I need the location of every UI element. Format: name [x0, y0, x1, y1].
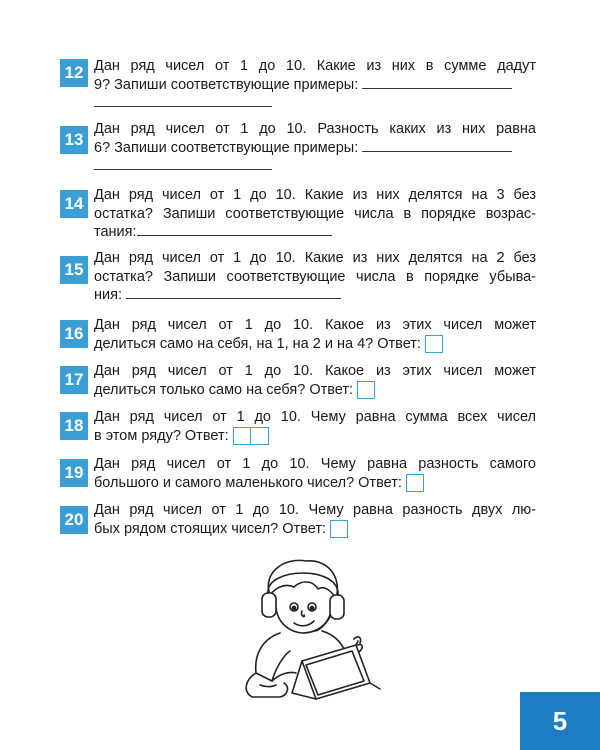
task-line: Дан ряд чисел от 1 до 10. Какое из этих чисел может: [94, 317, 536, 333]
task-line: ния:: [94, 287, 122, 303]
boy-with-laptop-illustration: [232, 555, 392, 705]
task-number-badge: 13: [60, 126, 88, 154]
task-line: бых рядом стоящих чисел? Ответ:: [94, 520, 326, 537]
task-text: [94, 120, 536, 176]
answer-box[interactable]: [330, 520, 348, 538]
task-text: [94, 249, 536, 305]
answer-line[interactable]: [126, 287, 341, 299]
answer-line[interactable]: [94, 158, 272, 170]
task-text: [94, 316, 536, 353]
answer-line[interactable]: [362, 140, 512, 152]
task-line: делиться само на себя, на 1, на 2 и на 4? Ответ:: [94, 335, 421, 352]
task-number-badge: 16: [60, 320, 88, 348]
answer-box[interactable]: [406, 474, 424, 492]
task-line: остатка? Запиши соответствующие числа в порядке убыва-: [94, 268, 536, 285]
task-text: [94, 186, 536, 242]
answer-box-tens[interactable]: [233, 427, 251, 445]
task-number-badge: 12: [60, 59, 88, 87]
task-line: остатка? Запиши соответствующие числа в порядке возрас-: [94, 205, 536, 222]
task-line: 9? Запиши соответствующие примеры:: [94, 76, 359, 93]
task-text: [94, 362, 536, 399]
task-line: Дан ряд чисел от 1 до 10. Какие из них делятся на 3 без: [94, 187, 536, 203]
task-line: 6? Запиши соответствующие примеры:: [94, 139, 359, 156]
answer-line[interactable]: [94, 95, 272, 107]
task-line: большого и самого маленького чисел? Ответ:: [94, 474, 402, 491]
task-text: [94, 57, 536, 113]
task-line: Дан ряд чисел от 1 до 10. Разность каких из них равна: [94, 121, 536, 137]
task-line: Дан ряд чисел от 1 до 10. Чему равна сумма всех чисел: [94, 409, 536, 425]
answer-box[interactable]: [425, 335, 443, 353]
task-number-badge: 14: [60, 190, 88, 218]
task-text: [94, 501, 536, 538]
answer-box[interactable]: [357, 381, 375, 399]
answer-line[interactable]: [137, 224, 332, 236]
task-line: Дан ряд чисел от 1 до 10. Чему равна разность самого: [94, 456, 536, 472]
task-number-badge: 19: [60, 459, 88, 487]
task-number-badge: 15: [60, 256, 88, 284]
task-line: тания:: [94, 224, 137, 240]
task-number-badge: 17: [60, 366, 88, 394]
task-line: Дан ряд чисел от 1 до 10. Какое из этих чисел может: [94, 363, 536, 379]
task-line: Дан ряд чисел от 1 до 10. Какие из них делятся на 2 без: [94, 250, 536, 266]
task-number-badge: 20: [60, 506, 88, 534]
task-line: в этом ряду? Ответ:: [94, 427, 229, 444]
task-line: Дан ряд чисел от 1 до 10. Какие из них в сумме дадут: [94, 58, 536, 74]
page-number: 5: [520, 692, 600, 750]
answer-box-units[interactable]: [251, 427, 269, 445]
answer-line[interactable]: [362, 77, 512, 89]
task-text: [94, 455, 536, 492]
task-text: [94, 408, 536, 445]
task-line: Дан ряд чисел от 1 до 10. Чему равна разность двух лю-: [94, 502, 536, 518]
task-number-badge: 18: [60, 412, 88, 440]
task-line: делиться только само на себя? Ответ:: [94, 381, 354, 398]
